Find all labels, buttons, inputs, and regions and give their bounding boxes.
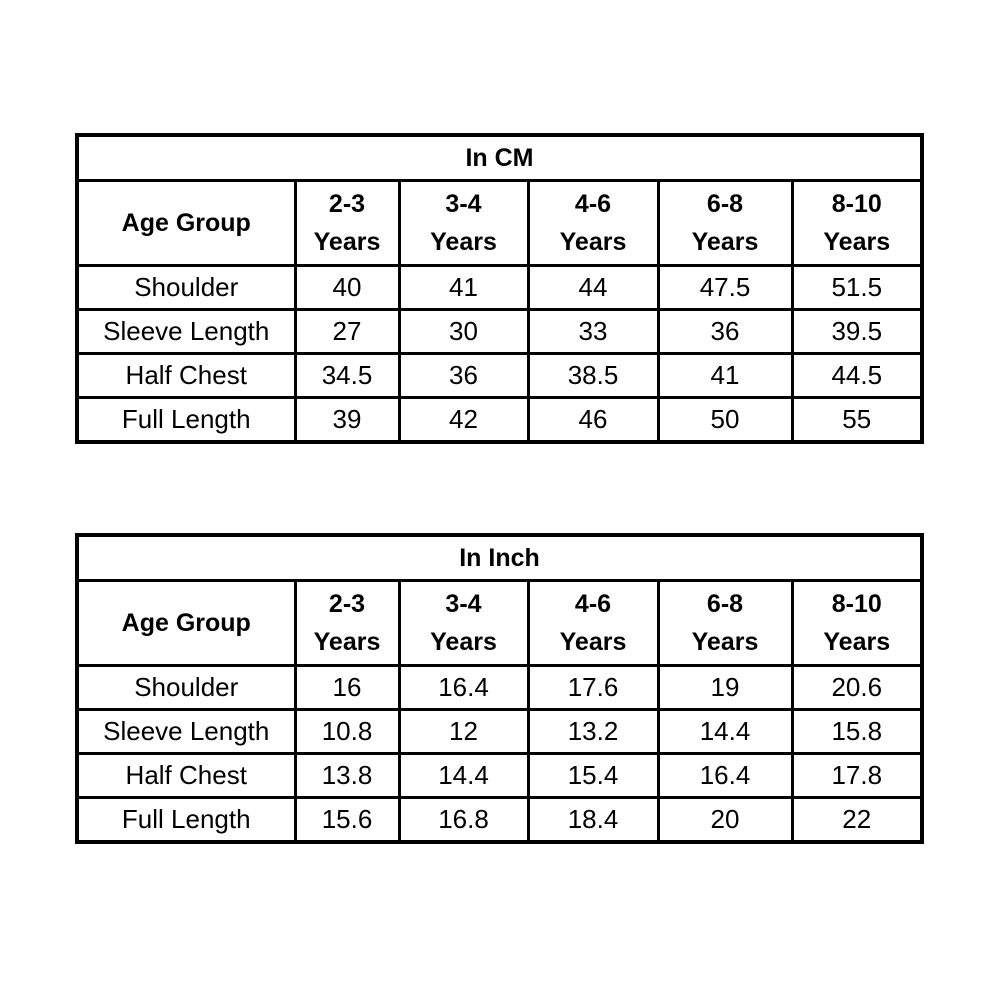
age-range: 6-8 <box>706 190 744 218</box>
table-row <box>77 266 922 310</box>
row-label-sleeve-length: Sleeve Length <box>77 310 295 354</box>
row-label-half-chest: Half Chest <box>77 754 295 798</box>
age-unit: Years <box>430 228 497 256</box>
value-cell: 39 <box>295 398 399 443</box>
value-cell: 18.4 <box>528 798 658 843</box>
value-cell: 22 <box>792 798 922 843</box>
value-cell: 38.5 <box>528 354 658 398</box>
inch-table-title: In Inch <box>77 535 922 581</box>
value-cell: 14.4 <box>399 754 528 798</box>
col-header-6-8-years <box>658 581 792 666</box>
row-label-half-chest: Half Chest <box>77 354 295 398</box>
value-cell: 16.4 <box>399 666 528 710</box>
age-unit: Years <box>559 228 627 256</box>
col-header-2-3-years <box>295 581 399 666</box>
value-cell: 20 <box>658 798 792 843</box>
row-label-shoulder: Shoulder <box>77 666 295 710</box>
table-row <box>77 710 922 754</box>
table-row <box>77 310 922 354</box>
value-cell: 13.2 <box>528 710 658 754</box>
value-cell: 19 <box>658 666 792 710</box>
table-row <box>77 798 922 843</box>
age-unit: Years <box>559 628 627 656</box>
table-row <box>77 581 922 666</box>
table-row <box>77 354 922 398</box>
value-cell: 50 <box>658 398 792 443</box>
cm-size-table <box>75 133 924 444</box>
value-cell: 39.5 <box>792 310 922 354</box>
value-cell: 44.5 <box>792 354 922 398</box>
value-cell: 44 <box>528 266 658 310</box>
age-group-header: Age Group <box>77 581 295 666</box>
age-range: 2-3 <box>328 190 366 218</box>
col-header-8-10-years <box>792 581 922 666</box>
value-cell: 51.5 <box>792 266 922 310</box>
table-row <box>77 398 922 443</box>
value-cell: 17.6 <box>528 666 658 710</box>
age-unit: Years <box>823 228 891 256</box>
value-cell: 41 <box>399 266 528 310</box>
age-unit: Years <box>430 628 497 656</box>
table-row <box>77 181 922 266</box>
value-cell: 12 <box>399 710 528 754</box>
col-header-4-6-years <box>528 581 658 666</box>
value-cell: 41 <box>658 354 792 398</box>
age-unit: Years <box>823 628 891 656</box>
value-cell: 13.8 <box>295 754 399 798</box>
value-cell: 46 <box>528 398 658 443</box>
value-cell: 30 <box>399 310 528 354</box>
col-header-3-4-years <box>399 181 528 266</box>
value-cell: 27 <box>295 310 399 354</box>
age-range: 6-8 <box>706 590 744 618</box>
age-range: 4-6 <box>574 590 612 618</box>
value-cell: 42 <box>399 398 528 443</box>
table-row <box>77 535 922 581</box>
value-cell: 36 <box>658 310 792 354</box>
value-cell: 33 <box>528 310 658 354</box>
age-unit: Years <box>313 628 381 656</box>
value-cell: 20.6 <box>792 666 922 710</box>
row-label-shoulder: Shoulder <box>77 266 295 310</box>
age-group-header: Age Group <box>77 181 295 266</box>
cm-table-title: In CM <box>77 135 922 181</box>
age-range: 8-10 <box>831 190 882 218</box>
col-header-6-8-years <box>658 181 792 266</box>
value-cell: 36 <box>399 354 528 398</box>
age-range: 4-6 <box>574 190 612 218</box>
row-label-full-length: Full Length <box>77 798 295 843</box>
value-cell: 47.5 <box>658 266 792 310</box>
age-range: 3-4 <box>445 190 482 218</box>
col-header-3-4-years <box>399 581 528 666</box>
value-cell: 17.8 <box>792 754 922 798</box>
value-cell: 55 <box>792 398 922 443</box>
age-range: 8-10 <box>831 590 882 618</box>
age-unit: Years <box>691 628 759 656</box>
table-row <box>77 666 922 710</box>
col-header-4-6-years <box>528 181 658 266</box>
value-cell: 34.5 <box>295 354 399 398</box>
age-range: 2-3 <box>328 590 366 618</box>
row-label-full-length: Full Length <box>77 398 295 443</box>
value-cell: 40 <box>295 266 399 310</box>
value-cell: 15.4 <box>528 754 658 798</box>
value-cell: 15.6 <box>295 798 399 843</box>
col-header-8-10-years <box>792 181 922 266</box>
table-row <box>77 754 922 798</box>
inch-size-table <box>75 533 924 844</box>
value-cell: 16 <box>295 666 399 710</box>
value-cell: 16.8 <box>399 798 528 843</box>
age-range: 3-4 <box>445 590 482 618</box>
col-header-2-3-years <box>295 181 399 266</box>
value-cell: 10.8 <box>295 710 399 754</box>
age-unit: Years <box>313 228 381 256</box>
age-unit: Years <box>691 228 759 256</box>
value-cell: 14.4 <box>658 710 792 754</box>
value-cell: 16.4 <box>658 754 792 798</box>
table-row <box>77 135 922 181</box>
value-cell: 15.8 <box>792 710 922 754</box>
row-label-sleeve-length: Sleeve Length <box>77 710 295 754</box>
